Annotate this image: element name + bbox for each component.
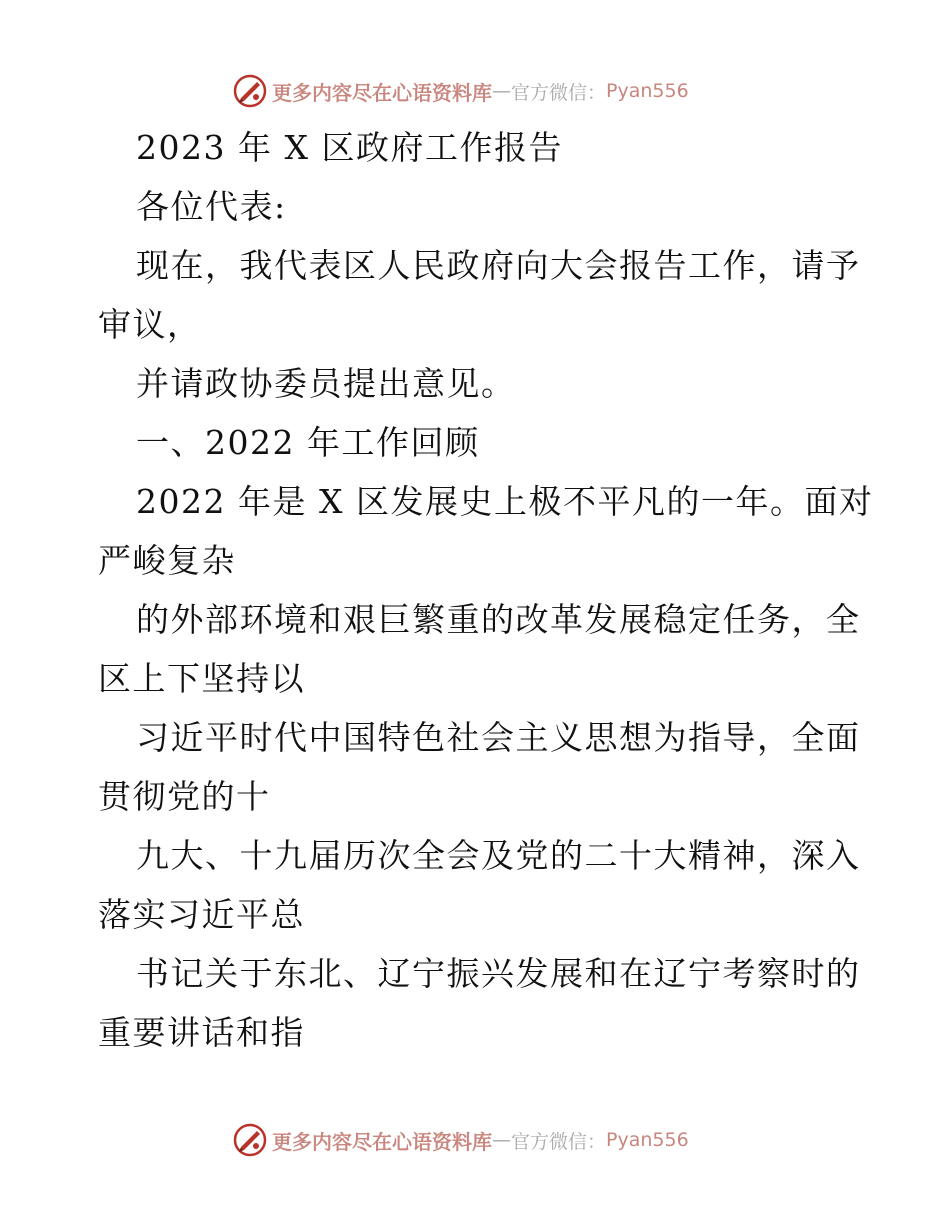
- body-line: 重要讲话和指: [98, 1013, 305, 1052]
- pen-logo-icon: [232, 73, 268, 109]
- watermark-main-text: 更多内容尽在心语资料库: [272, 80, 492, 105]
- body-line: 区上下坚持以: [98, 659, 305, 698]
- body-line: 严峻复杂: [98, 541, 236, 580]
- body-line: 2022 年是 X 区发展史上极不平凡的一年。面对: [136, 482, 874, 521]
- footer-watermark: [232, 1120, 689, 1160]
- watermark-label: 官方微信：: [511, 1130, 607, 1153]
- body-line: 的外部环境和艰巨繁重的改革发展稳定任务，全: [136, 600, 861, 639]
- watermark-dash: —: [492, 1129, 511, 1151]
- document-body: [98, 118, 874, 1062]
- document-title: 2023 年 X 区政府工作报告: [136, 128, 563, 167]
- section-heading: 一、2022 年工作回顾: [136, 423, 480, 462]
- salutation: 各位代表:: [136, 187, 287, 226]
- watermark-dash: —: [492, 80, 511, 102]
- header-watermark: [232, 71, 689, 111]
- watermark-id: Pyan556: [606, 1129, 689, 1151]
- watermark-id: Pyan556: [606, 80, 689, 102]
- body-line: 落实习近平总: [98, 895, 305, 934]
- body-line: 书记关于东北、辽宁振兴发展和在辽宁考察时的: [136, 954, 861, 993]
- body-line: 九大、十九届历次全会及党的二十大精神，深入: [136, 836, 861, 875]
- watermark-main-text: 更多内容尽在心语资料库: [272, 1129, 492, 1154]
- pen-logo-icon: [232, 1122, 268, 1158]
- body-line: 贯彻党的十: [98, 777, 271, 816]
- body-line: 并请政协委员提出意见。: [136, 364, 516, 403]
- watermark-label: 官方微信：: [511, 81, 607, 104]
- body-line: 审议，: [98, 305, 202, 344]
- body-line: 现在，我代表区人民政府向大会报告工作，请予: [136, 246, 861, 285]
- body-line: 习近平时代中国特色社会主义思想为指导，全面: [136, 718, 861, 757]
